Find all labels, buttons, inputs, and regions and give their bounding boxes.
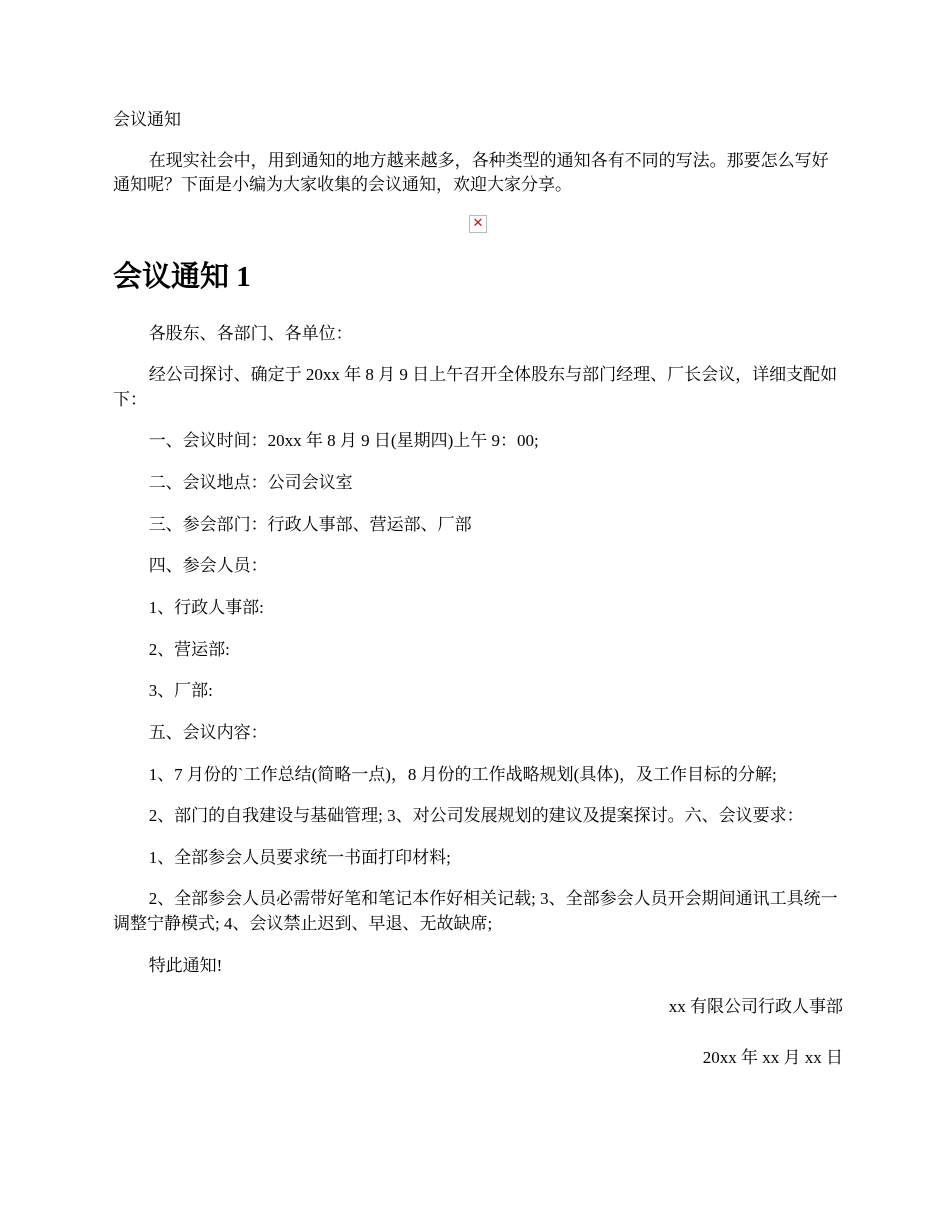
signature: xx 有限公司行政人事部 <box>668 997 843 1017</box>
paragraph-attendee-item-3: 3、厂部: <box>148 681 213 701</box>
broken-image-icon <box>469 215 487 233</box>
document-title: 会议通知 <box>113 110 181 129</box>
paragraph-meeting-content: 五、会议内容： <box>148 722 268 742</box>
paragraph-closing: 特此通知! <box>148 955 223 975</box>
paragraph-content-item-1: 1、7 月份的`工作总结(简略一点)，8 月份的工作战略规划(具体)，及工作目标的分解; <box>148 764 777 784</box>
signature-date: 20xx 年 xx 月 xx 日 <box>702 1048 843 1068</box>
paragraph-salutation: 各股东、各部门、各单位： <box>148 323 353 343</box>
paragraph-content-item-2: 2、部门的自我建设与基础管理; 3、对公司发展规划的建议及提案探讨。六、会议要求： <box>148 806 804 826</box>
paragraph-attendee-item-1: 1、行政人事部: <box>148 597 264 617</box>
paragraph-requirement-2: 2、全部参会人员必需带好笔和笔记本作好相关记载; 3、全部参会人员开会期间通讯工具统一调整宁静模式; 4、会议禁止迟到、早退、无故缺席; <box>113 889 838 934</box>
paragraph-requirement-1: 1、全部参会人员要求统一书面打印材料; <box>148 847 451 867</box>
red-x-glyph: ✕ <box>472 216 484 232</box>
section-heading: 会议通知 1 <box>113 261 251 294</box>
image-placeholder-row <box>113 215 843 233</box>
paragraph-meeting-time: 一、会议时间：20xx 年 8 月 9 日(星期四)上午 9：00; <box>148 431 539 451</box>
paragraph-meeting-place: 二、会议地点：公司会议室 <box>148 473 353 493</box>
paragraph-departments: 三、参会部门：行政人事部、营运部、厂部 <box>148 514 472 534</box>
paragraph-opening: 经公司探讨、确定于 20xx 年 8 月 9 日上午召开全体股东与部门经理、厂长会议，详细支配如下： <box>113 365 838 409</box>
intro-paragraph: 在现实社会中，用到通知的地方越来越多，各种类型的通知各有不同的写法。那要怎么写好通知呢？下面是小编为大家收集的会议通知，欢迎大家分享。 <box>113 150 829 195</box>
paragraph-attendee-item-2: 2、营运部: <box>148 639 230 659</box>
paragraph-attendees: 四、参会人员： <box>148 556 268 576</box>
